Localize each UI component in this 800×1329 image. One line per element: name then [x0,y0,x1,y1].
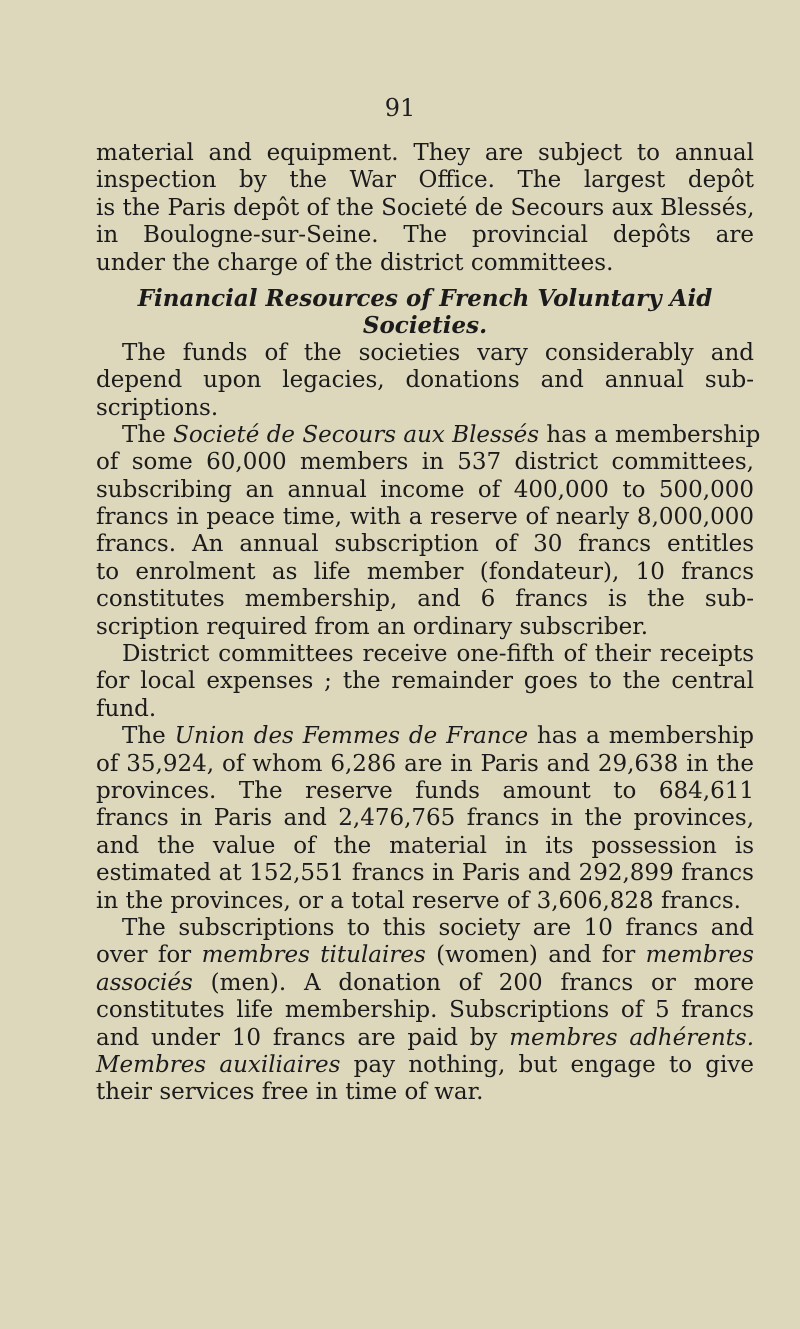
text-line: scription required from an ordinary subscriber. [96,613,649,640]
text-run: over for [96,942,202,969]
society-name: Societé de Secours aux Blessés [173,421,540,448]
text-run: (men). A donation of 200 francs or more [192,969,754,996]
text-run: The [122,723,175,750]
text-line: provinces. The reserve funds amount to 684,611 [96,777,754,804]
text-run: has a membership [528,723,755,750]
text-line [96,1052,754,1079]
text-line: depend upon legacies, donations and annual sub- [96,367,754,394]
text-line: in Boulogne-sur-Seine. The provincial depôts are [96,222,754,249]
text-line: for local expenses ; the remainder goes to the central [96,668,754,695]
text-line: fund. [96,695,157,722]
text-line [96,723,754,750]
page-number: 91 [384,94,416,122]
text-line: estimated at 152,551 francs in Paris and 292,899 francs [96,860,754,887]
member-term: membres titulaires [201,942,426,969]
text-line: constitutes life membership. Subscriptions of 5 francs [96,997,754,1024]
text-line: of some 60,000 members in 537 district committees, [96,449,754,476]
text-run: The [122,421,174,448]
text-line: inspection by the War Office. The largest depôt [96,167,754,194]
text-line: francs in peace time, with a reserve of nearly 8,000,000 [96,504,754,531]
text-line [96,1025,754,1052]
text-line: and the value of the material in its possession is [96,832,754,859]
text-line: of 35,924, of whom 6,286 are in Paris and 29,638 in the [96,750,754,777]
text-line: The subscriptions to this society are 10 francs and [122,914,754,941]
member-term: associés [96,969,193,996]
text-line: to enrolment as life member (fondateur), 10 francs [96,558,754,585]
member-term: membres adhérents. [509,1024,754,1051]
text-line: The funds of the societies vary considerably and [122,339,754,366]
member-term: membres [645,942,754,969]
text-run: and under 10 francs are paid by [96,1024,510,1051]
text-line: francs. An annual subscription of 30 francs entitles [96,531,754,558]
text-line: material and equipment. They are subject to annual [96,140,754,166]
text-line: their services free in time of war. [96,1079,484,1106]
text-line [96,970,754,997]
member-term: Membres auxiliaires [96,1051,341,1078]
text-line: scriptions. [96,394,219,421]
text-run: has a membership [539,421,761,448]
text-line: in the provinces, or a total reserve of 3,606,828 francs. [96,887,741,914]
text-line: is the Paris depôt of the Societé de Secours aux Blessés, [96,194,755,221]
text-line [96,942,754,969]
text-line [96,421,761,449]
society-name: Union des Femmes de France [174,723,529,750]
text-run: pay nothing, but engage to give [340,1051,754,1078]
text-run: (women) and for [425,942,646,969]
section-heading-cont: Societies. [362,312,488,340]
section-heading: Financial Resources of French Voluntary Aid [137,284,713,312]
text-line: District committees receive one-fifth of their receipts [122,641,754,668]
body-text [96,140,761,1107]
text-line: constitutes membership, and 6 francs is the sub- [96,586,754,613]
text-line: francs in Paris and 2,476,765 francs in the provinces, [96,805,754,832]
text-line: subscribing an annual income of 400,000 to 500,000 [96,476,754,503]
text-line: under the charge of the district committees. [96,249,614,276]
